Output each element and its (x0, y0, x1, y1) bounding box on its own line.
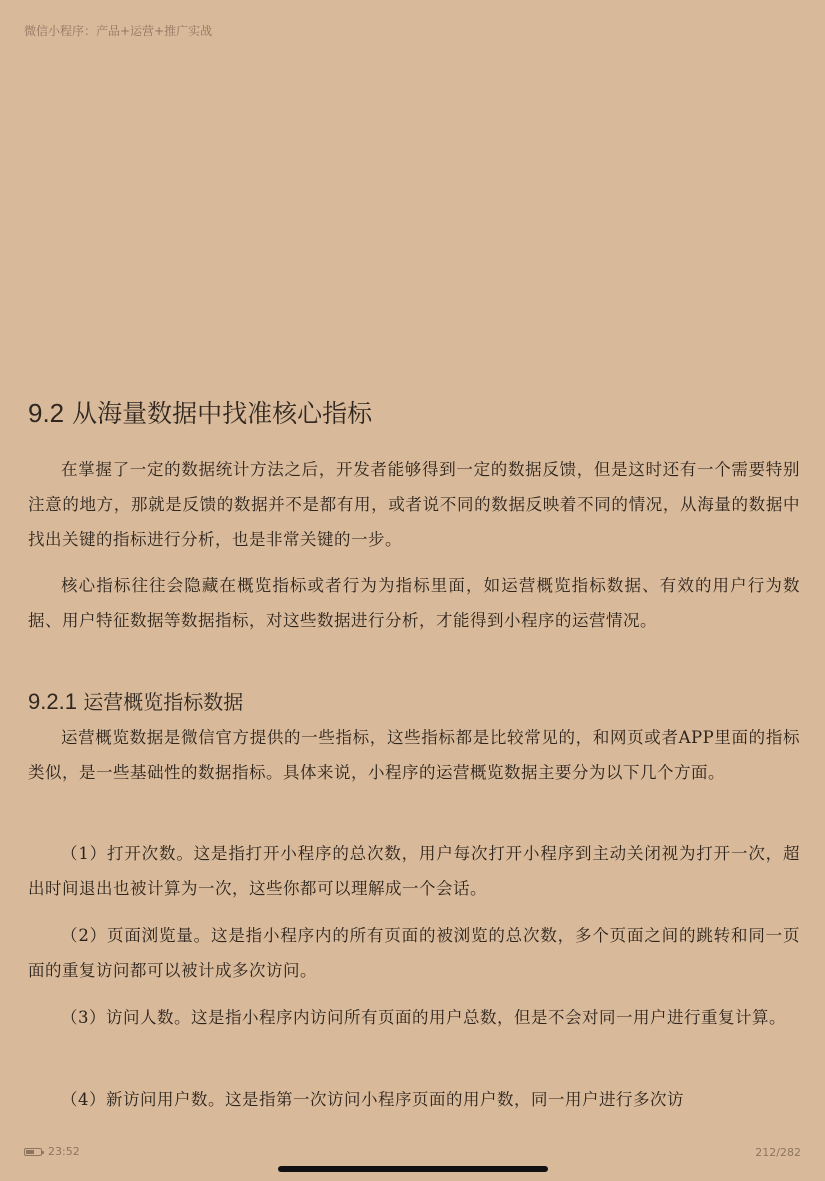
clock-time: 23:52 (48, 1145, 80, 1158)
page-number: 212/282 (755, 1146, 801, 1159)
list-paragraph: （4）新访问用户数。这是指第一次访问小程序页面的用户数，同一用户进行多次访 (61, 1090, 684, 1109)
battery-level (26, 1150, 34, 1154)
status-area (24, 1145, 80, 1158)
section-number: 9.2 (28, 398, 65, 428)
book-title: 微信小程序：产品+运营+推广实战 (24, 24, 213, 38)
subsection-title-text: 运营概览指标数据 (76, 690, 244, 714)
list-paragraph: （1）打开次数。这是指打开小程序的总次数，用户每次打开小程序到主动关闭视为打开一次，超出时间退出也被计算为一次，这些你都可以理解成一个会话。 (28, 844, 800, 898)
paragraph: 运营概览数据是微信官方提供的一些指标，这些指标都是比较常见的，和网页或者APP里面的指标类似，是一些基础性的数据指标。具体来说，小程序的运营概览数据主要分为以下几个方面。 (28, 728, 800, 782)
paragraph: 核心指标往往会隐藏在概览指标或者行为为指标里面，如运营概览指标数据、有效的用户行为数据、用户特征数据等数据指标，对这些数据进行分析，才能得到小程序的运营情况。 (28, 576, 800, 630)
paragraph: 在掌握了一定的数据统计方法之后，开发者能够得到一定的数据反馈，但是这时还有一个需要特别注意的地方，那就是反馈的数据并不是都有用，或者说不同的数据反映着不同的情况，从海量的数据中找出关键的指标进行分析，也是非常关键的一步。 (28, 460, 800, 549)
subsection-number: 9.2.1 (28, 689, 77, 714)
list-paragraph: （3）访问人数。这是指小程序内访问所有页面的用户总数，但是不会对同一用户进行重复计算。 (61, 1008, 786, 1027)
subsection-heading (28, 686, 243, 715)
battery-icon (24, 1148, 42, 1156)
section-title-text: 从海量数据中找准核心指标 (64, 399, 373, 428)
list-paragraph: （2）页面浏览量。这是指小程序内的所有页面的被浏览的总次数，多个页面之间的跳转和同一页面的重复访问都可以被计成多次访问。 (28, 926, 800, 980)
home-indicator[interactable] (278, 1166, 548, 1172)
section-heading (28, 394, 372, 430)
